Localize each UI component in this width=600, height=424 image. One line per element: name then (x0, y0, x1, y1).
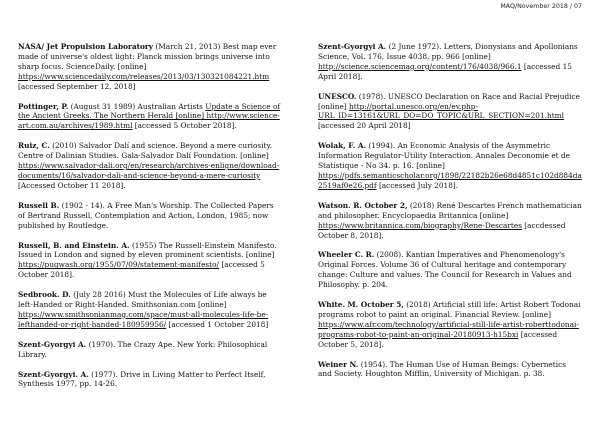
reference-text: (1978). UNESCO Declaration on Race and Racial Prejudice [online] (318, 91, 580, 111)
reference-author: NASA/ Jet Propulsion Laboratory (18, 42, 154, 51)
reference-text: (2018) René Descartes French mathematician and philosopher. Encyclopaedia Britannica [online] (318, 200, 582, 220)
reference-link[interactable]: https://www.britannica.com/biography/Rene-Descartes (318, 220, 522, 230)
reference-entry (18, 241, 282, 281)
reference-author: Szent-Gyorgyi A. (318, 42, 387, 51)
reference-text: (2008). Kantian Imperatives and Phenomenology's Original Forces. Volume 36 of Cultural heritage and contemporary change: Culture and values. The Council for Research in Values and Philosophy. p. 204. (318, 250, 572, 290)
reference-accessed: [accessed 5 October 2018]. (18, 260, 265, 280)
running-head: MAQ/November 2018 / 07 (500, 3, 582, 10)
reference-author: Sedbrook. D. (18, 290, 71, 300)
reference-author: Russell B. (18, 200, 60, 210)
reference-entry (18, 370, 282, 390)
reference-accessed: [accessed 5 October 2018]. (132, 121, 237, 131)
reference-author: Russell, B. and Einstein. A. (18, 240, 130, 250)
reference-entry (18, 42, 282, 92)
reference-accessed: [accessed October 5, 2018]. (318, 329, 558, 349)
reference-link[interactable]: https://www.salvador-dali.org/en/research/archives-enligne/download-documents/16/salvador-dali-and-science-beyond-a-mere-curiosity (18, 161, 280, 180)
reference-author: Szent-Gyorgyi A. (18, 339, 87, 349)
reference-text: (2010) Salvador Dalí and science. Beyond a mere curiosity. Centre of Dalinian Studies. Gala-Salvador Dalí Foundation. [online] (18, 141, 273, 161)
reference-author: Wolak, F. A. (318, 141, 367, 151)
reference-text: (1954). The Human Use of Human Beings: Cybernetics and Society. Houghton Mifflin, University of Michigan. p. 38. (318, 359, 566, 379)
reference-accessed: [accdessed October 8, 2018]. (318, 220, 566, 240)
reference-text: (2 June 1972). Letters, Dionysians and Apollonians Science, Vol. 176, Issue 4038, pp. 966 [online] (318, 42, 578, 61)
reference-entry (318, 201, 582, 241)
reference-entry (18, 201, 282, 231)
reference-author: Watson. R. October 2, (318, 200, 408, 210)
reference-link[interactable]: https://pdfs.semanticscholar.org/1898/22182b26e68d4851c102d884da2519af0e26.pdf (318, 170, 582, 190)
reference-link[interactable]: https://www.smithsonianmag.com/space/must-all-molecules-life-be-lefthanded-or-right-handed-180959956/ (18, 309, 269, 329)
reference-entry (18, 290, 282, 330)
reference-text: (March 21, 2013) Best map ever made of universe's oldest light: Planck mission brings universe into sharp focus. ScienceDaily. [online] (18, 42, 277, 71)
right-column (318, 42, 582, 389)
reference-entry (318, 300, 582, 350)
reference-text: (August 31 1989) Australian Artists (68, 101, 206, 111)
reference-text: (July 28 2016) Must the Molecules of Life always be left-Handed or Right-Handed. Smithsonian.com [online] (18, 290, 267, 310)
reference-accessed: [accessed 1 October 2018] (166, 319, 269, 329)
reference-author: Weiner N. (318, 359, 359, 369)
reference-entry (318, 141, 582, 191)
reference-entry (318, 360, 582, 380)
reference-entry (18, 141, 282, 191)
reference-author: White. M. October 5, (318, 300, 404, 310)
reference-author: UNESCO. (318, 91, 357, 101)
reference-entry (318, 42, 582, 82)
reference-text: (1955) The Russell-Einstein Manifesto. Issued in London and signed by eleven prominent scientists. [online] (18, 240, 277, 260)
reference-accessed: [accessed September 12, 2018] (18, 81, 136, 91)
reference-text: (1970). The Crazy Ape. New York: Philosophical Library. (18, 339, 268, 359)
reference-text: (1977). Drive in Living Matter to Perfect Itself, Synthesis 1977, pp. 14-26. (18, 369, 266, 389)
reference-text: (2018) Artificial still life: Artist Robert Todonai programs robot to paint an original. Financial Review. [online] (318, 300, 581, 319)
reference-author: Ruiz, C. (18, 141, 50, 151)
reference-text: (1902 - 14). A Free Man's Worship. The Collected Papers of Bertrand Russell, Contemplation and Action, London, 1985; now published by Routledge. (18, 200, 274, 230)
reference-entry (18, 102, 282, 132)
reference-entry (18, 340, 282, 360)
reference-entry (318, 92, 582, 132)
reference-link[interactable]: http://science.sciencemag.org/content/176/4038/966.1 (318, 61, 522, 71)
reference-accessed: [accessed 20 April 2018] (318, 121, 411, 131)
reference-text: (1994). An Economic Analysis of the Asymmetric Information Regulator-Utility Interaction. Annales Deconomie et de Statistique - No 34. p. 16. [online] (318, 141, 571, 171)
reference-link[interactable]: https://pugwash.org/1955/07/09/statement-manifesto/ (18, 260, 220, 270)
reference-accessed: [accessed July 2018]. (376, 180, 459, 190)
reference-link[interactable]: https://www.afr.com/technology/artificial-still-life-artist-roberttodonai-programs-robot-to-paint-an-original-20180913-h15bxi (318, 319, 579, 339)
reference-author: Pottinger, P. (18, 101, 69, 111)
reference-accessed: [accessed 15 April 2018]. (318, 61, 572, 81)
reference-link[interactable]: http://portal.unesco.org/en/ev.php-URL_ID=13161&URL_DO=DO_TOPIC&URL_SECTION=201.html (318, 101, 564, 121)
reference-author: Wheeler C. R. (318, 250, 375, 260)
reference-accessed: [Accessed October 11 2018]. (18, 180, 126, 190)
reference-author: Szent-Gyorgyi. A. (18, 369, 89, 379)
reference-link[interactable]: https://www.sciencedaily.com/releases/2013/03/130321084221.htm (18, 71, 270, 81)
reference-entry (318, 250, 582, 290)
left-column (18, 42, 282, 399)
reference-link[interactable]: Update a Science of the Ancient Greeks. The Northern Herald [online] http://www.science-art.com.au/archives/1989.html (18, 101, 281, 131)
